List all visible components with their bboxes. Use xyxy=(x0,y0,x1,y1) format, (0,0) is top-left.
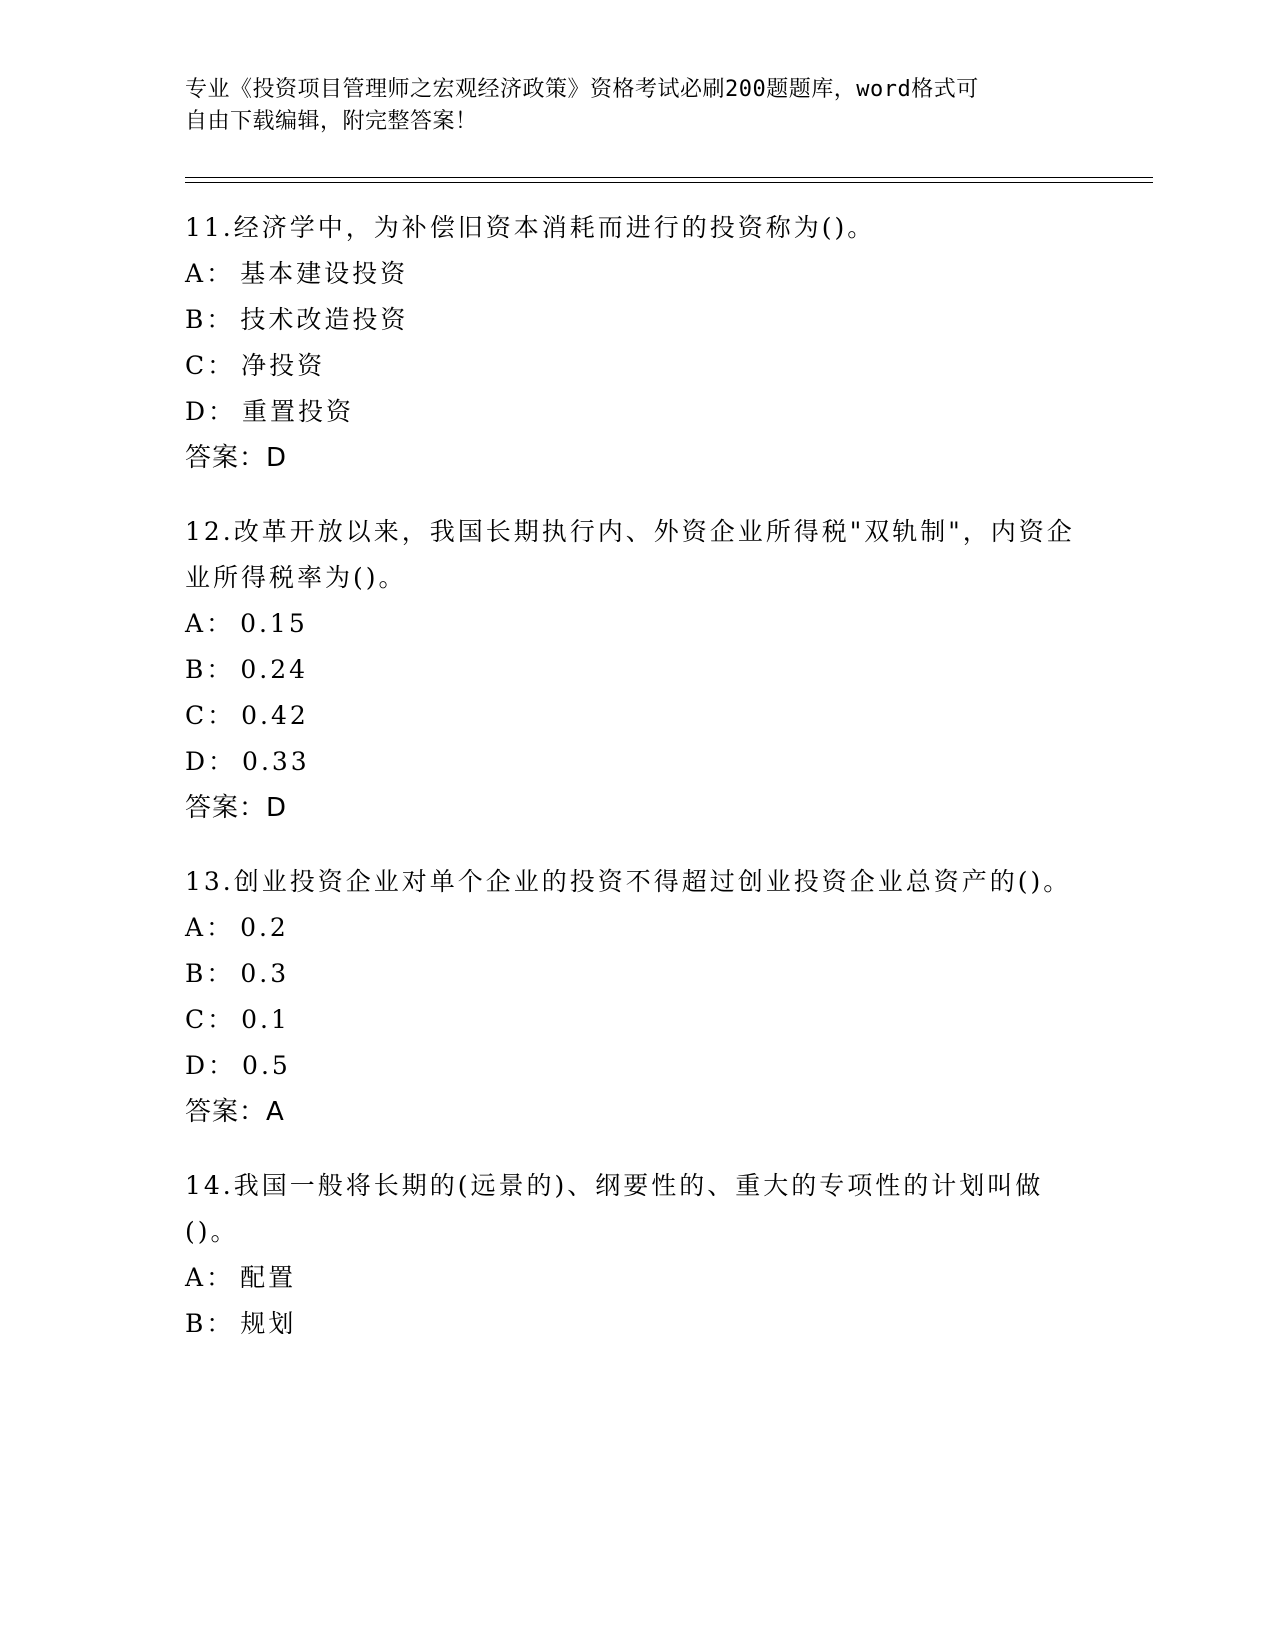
option-text: 基本建设投资 xyxy=(240,259,409,288)
answer-option xyxy=(185,739,1085,785)
option-separator: ： xyxy=(208,397,237,426)
option-text: 净投资 xyxy=(241,351,326,380)
document-header xyxy=(185,74,1075,138)
answer-option xyxy=(185,297,1085,343)
answer-option xyxy=(185,1301,1085,1347)
option-letter: D xyxy=(185,397,209,426)
option-separator: ： xyxy=(206,1309,235,1338)
option-text: 配置 xyxy=(240,1263,297,1292)
answer-option xyxy=(185,343,1085,389)
answer-value: A xyxy=(266,1097,285,1127)
option-letter: C xyxy=(185,1005,208,1034)
answer-line xyxy=(185,435,1085,481)
option-text: 0.5 xyxy=(242,1051,291,1080)
option-separator: ： xyxy=(206,1263,235,1292)
question-stem: 12.改革开放以来，我国长期执行内、外资企业所得税"双轨制"，内资企业所得税率为()。 xyxy=(185,517,1075,592)
option-letter: C xyxy=(185,351,208,380)
question-item xyxy=(185,1163,1085,1347)
option-letter: B xyxy=(185,655,207,684)
option-text: 技术改造投资 xyxy=(240,305,409,334)
answer-option xyxy=(185,951,1085,997)
question-stem: 14.我国一般将长期的(远景的)、纲要性的、重大的专项性的计划叫做()。 xyxy=(185,1171,1044,1246)
option-text: 0.15 xyxy=(240,609,308,638)
question-list xyxy=(185,205,1085,1375)
option-letter: B xyxy=(185,305,207,334)
option-separator: ： xyxy=(206,305,235,334)
answer-label: 答案： xyxy=(185,793,267,823)
option-letter: D xyxy=(185,747,209,776)
option-text: 0.42 xyxy=(241,701,309,730)
answer-value: D xyxy=(266,443,288,473)
header-divider-top xyxy=(185,177,1153,178)
answer-option xyxy=(185,389,1085,435)
header-title-line-2: 自由下载编辑，附完整答案！ xyxy=(185,109,478,134)
question-item xyxy=(185,509,1085,831)
question-item xyxy=(185,205,1085,481)
question-stem: 11.经济学中，为补偿旧资本消耗而进行的投资称为()。 xyxy=(185,213,876,242)
option-text: 0.2 xyxy=(240,913,289,942)
option-text: 0.3 xyxy=(240,959,290,988)
answer-option xyxy=(185,251,1085,297)
option-text: 0.1 xyxy=(241,1005,290,1034)
answer-option xyxy=(185,647,1085,693)
option-letter: A xyxy=(185,913,207,942)
option-letter: B xyxy=(185,1309,207,1338)
option-text: 0.24 xyxy=(240,655,309,684)
option-separator: ： xyxy=(206,655,235,684)
header-divider-bottom xyxy=(185,182,1153,183)
question-item xyxy=(185,859,1085,1135)
option-letter: A xyxy=(185,1263,207,1292)
option-letter: A xyxy=(185,609,207,638)
answer-option xyxy=(185,601,1085,647)
answer-label: 答案： xyxy=(185,1097,267,1127)
option-letter: C xyxy=(185,701,208,730)
option-separator: ： xyxy=(207,701,236,730)
option-separator: ： xyxy=(206,259,235,288)
answer-line xyxy=(185,785,1085,831)
option-separator: ： xyxy=(206,913,235,942)
answer-option xyxy=(185,1255,1085,1301)
answer-label: 答案： xyxy=(185,443,267,473)
answer-option xyxy=(185,693,1085,739)
option-separator: ： xyxy=(208,1051,237,1080)
answer-value: D xyxy=(266,793,288,823)
option-letter: A xyxy=(185,259,207,288)
option-text: 重置投资 xyxy=(242,397,355,426)
answer-line xyxy=(185,1089,1085,1135)
answer-option xyxy=(185,905,1085,951)
option-separator: ： xyxy=(208,747,237,776)
option-separator: ： xyxy=(206,609,235,638)
option-letter: B xyxy=(185,959,207,988)
option-separator: ： xyxy=(207,351,236,380)
header-title-line-1: 专业《投资项目管理师之宏观经济政策》资格考试必刷200题题库，word格式可 xyxy=(185,77,979,102)
option-text: 0.33 xyxy=(242,747,310,776)
answer-option xyxy=(185,1043,1085,1089)
option-separator: ： xyxy=(206,959,235,988)
option-separator: ： xyxy=(207,1005,236,1034)
option-text: 规划 xyxy=(240,1309,297,1338)
answer-option xyxy=(185,997,1085,1043)
question-stem: 13.创业投资企业对单个企业的投资不得超过创业投资企业总资产的()。 xyxy=(185,867,1072,896)
option-letter: D xyxy=(185,1051,209,1080)
